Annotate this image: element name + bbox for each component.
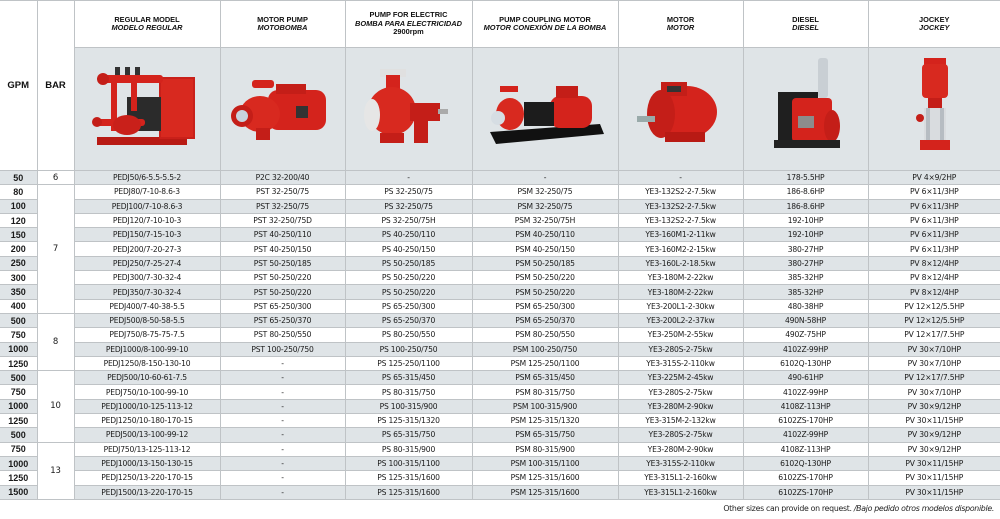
motor-cell: YE3-315S-2-110kw <box>618 356 743 370</box>
coupling-motor-cell: PSM 50-250/220 <box>472 285 618 299</box>
coupling-motor-cell: PSM 65-250/300 <box>472 299 618 313</box>
pump-electric-cell: PS 100-315/1100 <box>345 456 472 470</box>
pump-electric-cell: PS 40-250/110 <box>345 228 472 242</box>
motor-pump-cell: PST 32-250/75 <box>220 185 345 199</box>
gpm-cell: 750 <box>0 328 37 342</box>
motor-cell: YE3-315L1-2-160kw <box>618 485 743 499</box>
motor-pump-cell: - <box>220 356 345 370</box>
pump-electric-cell: PS 80-250/550 <box>345 328 472 342</box>
regular-model-cell: PEDJ1000/10-125-113-12 <box>74 399 220 413</box>
gpm-cell: 200 <box>0 242 37 256</box>
coupling-motor-cell: PSM 80-315/750 <box>472 385 618 399</box>
pump-coupling-motor-image <box>472 48 618 171</box>
pump-electric-cell: PS 125-250/1100 <box>345 356 472 370</box>
diesel-cell: 192-10HP <box>743 213 868 227</box>
gpm-cell: 150 <box>0 228 37 242</box>
regular-model-cell: PEDJ400/7-40-38-5.5 <box>74 299 220 313</box>
motor-pump-cell: PST 40-250/150 <box>220 242 345 256</box>
diesel-cell: 385-32HP <box>743 271 868 285</box>
gpm-cell: 500 <box>0 313 37 327</box>
pump-electric-cell: PS 32-250/75H <box>345 213 472 227</box>
jockey-cell: PV 12×17/7.5HP <box>868 328 1000 342</box>
motor-pump-cell: - <box>220 442 345 456</box>
pump-electric-cell: PS 100-250/750 <box>345 342 472 356</box>
jockey-cell: PV 8×12/4HP <box>868 256 1000 270</box>
header-diesel: DIESEL DIESEL <box>743 1 868 48</box>
motor-pump-cell: - <box>220 471 345 485</box>
diesel-cell: 490-61HP <box>743 371 868 385</box>
gpm-cell: 1250 <box>0 471 37 485</box>
jockey-cell: PV 30×9/12HP <box>868 442 1000 456</box>
motor-pump-cell: PST 32-250/75 <box>220 199 345 213</box>
diesel-cell: 6102Q-130HP <box>743 356 868 370</box>
table-row <box>0 185 1000 199</box>
jockey-cell: PV 30×7/10HP <box>868 342 1000 356</box>
table-row <box>0 171 1000 185</box>
bar-cell: 7 <box>37 185 74 314</box>
coupling-motor-cell: PSM 125-315/1600 <box>472 485 618 499</box>
coupling-motor-cell: PSM 125-250/1100 <box>472 356 618 370</box>
motor-cell: YE3-315L1-2-160kw <box>618 471 743 485</box>
regular-model-cell: PEDJ1500/13-220-170-15 <box>74 485 220 499</box>
gpm-cell: 500 <box>0 371 37 385</box>
table-row <box>0 428 1000 442</box>
motor-pump-cell: - <box>220 485 345 499</box>
pump-electric-cell: PS 50-250/220 <box>345 285 472 299</box>
diesel-cell: 4108Z-113HP <box>743 399 868 413</box>
regular-model-cell: PEDJ1250/8-150-130-10 <box>74 356 220 370</box>
motor-pump-cell: P2C 32-200/40 <box>220 171 345 185</box>
regular-model-cell: PEDJ120/7-10-10-3 <box>74 213 220 227</box>
gpm-cell: 300 <box>0 271 37 285</box>
pump-electric-cell: PS 125-315/1600 <box>345 485 472 499</box>
coupling-motor-cell: PSM 50-250/220 <box>472 271 618 285</box>
header-motor: MOTOR MOTOR <box>618 1 743 48</box>
table-row <box>0 199 1000 213</box>
motor-pump-cell: PST 50-250/185 <box>220 256 345 270</box>
diesel-cell: 4102Z-99HP <box>743 342 868 356</box>
coupling-motor-cell: PSM 32-250/75 <box>472 185 618 199</box>
bar-cell: 8 <box>37 313 74 370</box>
gpm-cell: 100 <box>0 199 37 213</box>
gpm-cell: 80 <box>0 185 37 199</box>
jockey-cell: PV 6×11/3HP <box>868 199 1000 213</box>
coupling-motor-cell: PSM 65-250/370 <box>472 313 618 327</box>
coupling-motor-cell: PSM 125-315/1320 <box>472 414 618 428</box>
jockey-cell: PV 4×9/2HP <box>868 171 1000 185</box>
regular-model-cell: PEDJ300/7-30-32-4 <box>74 271 220 285</box>
motor-cell: YE3-280S-2-75kw <box>618 385 743 399</box>
jockey-cell: PV 6×11/3HP <box>868 228 1000 242</box>
motor-cell: YE3-160M2-2-15kw <box>618 242 743 256</box>
footer-note-en: Other sizes can provide on request. <box>723 504 854 513</box>
diesel-cell: 6102ZS-170HP <box>743 471 868 485</box>
pump-electric-cell: PS 100-315/900 <box>345 399 472 413</box>
table-row <box>0 242 1000 256</box>
diesel-cell: 385-32HP <box>743 285 868 299</box>
jockey-cell: PV 6×11/3HP <box>868 213 1000 227</box>
motor-cell: YE3-132S2-2-7.5kw <box>618 185 743 199</box>
table-row <box>0 228 1000 242</box>
gpm-cell: 250 <box>0 256 37 270</box>
header-motor-pump: MOTOR PUMP MOTOBOMBA <box>220 1 345 48</box>
bar-cell: 6 <box>37 171 74 185</box>
diesel-cell: 192-10HP <box>743 228 868 242</box>
coupling-motor-cell: PSM 80-315/900 <box>472 442 618 456</box>
motor-pump-cell: PST 65-250/370 <box>220 313 345 327</box>
motor-pump-cell: - <box>220 414 345 428</box>
table-row <box>0 399 1000 413</box>
motor-cell: YE3-280S-2-75kw <box>618 342 743 356</box>
gpm-cell: 750 <box>0 442 37 456</box>
diesel-cell: 480-38HP <box>743 299 868 313</box>
table-row <box>0 456 1000 470</box>
motor-cell: YE3-280M-2-90kw <box>618 442 743 456</box>
regular-model-cell: PEDJ1250/10-180-170-15 <box>74 414 220 428</box>
header-jockey: JOCKEY JOCKEY <box>868 1 1000 48</box>
diesel-cell: 490Z-75HP <box>743 328 868 342</box>
gpm-cell: 1250 <box>0 356 37 370</box>
motor-pump-image <box>220 48 345 171</box>
gpm-cell: 350 <box>0 285 37 299</box>
jockey-cell: PV 6×11/3HP <box>868 185 1000 199</box>
pump-electric-cell: PS 125-315/1320 <box>345 414 472 428</box>
motor-pump-cell: - <box>220 428 345 442</box>
regular-model-cell: PEDJ500/10-60-61-7.5 <box>74 371 220 385</box>
coupling-motor-cell: PSM 40-250/150 <box>472 242 618 256</box>
pump-electric-cell: PS 80-315/750 <box>345 385 472 399</box>
table-row <box>0 213 1000 227</box>
diesel-cell: 178-5.5HP <box>743 171 868 185</box>
table-row <box>0 442 1000 456</box>
header-regular-model: REGULAR MODEL MODELO REGULAR <box>74 1 220 48</box>
bar-cell: 10 <box>37 371 74 442</box>
motor-cell: YE3-132S2-2-7.5kw <box>618 199 743 213</box>
diesel-cell: 6102Q-130HP <box>743 456 868 470</box>
gpm-cell: 1000 <box>0 342 37 356</box>
motor-cell: YE3-280M-2-90kw <box>618 399 743 413</box>
bar-cell: 13 <box>37 442 74 499</box>
regular-model-cell: PEDJ1250/13-220-170-15 <box>74 471 220 485</box>
regular-model-cell: PEDJ50/6-5.5-5.5-2 <box>74 171 220 185</box>
gpm-cell: 1000 <box>0 399 37 413</box>
motor-pump-cell: - <box>220 385 345 399</box>
jockey-cell: PV 12×12/5.5HP <box>868 313 1000 327</box>
motor-pump-cell: PST 65-250/300 <box>220 299 345 313</box>
electric-motor-image <box>618 48 743 171</box>
regular-model-cell: PEDJ750/8-75-75-7.5 <box>74 328 220 342</box>
gpm-cell: 750 <box>0 385 37 399</box>
diesel-cell: 4102Z-99HP <box>743 428 868 442</box>
jockey-cell: PV 8×12/4HP <box>868 285 1000 299</box>
pump-electric-cell: PS 40-250/150 <box>345 242 472 256</box>
coupling-motor-cell: PSM 32-250/75 <box>472 199 618 213</box>
footer-note <box>723 504 994 513</box>
diesel-cell: 380-27HP <box>743 256 868 270</box>
gpm-header: GPM <box>0 1 37 171</box>
gpm-cell: 50 <box>0 171 37 185</box>
table-row <box>0 485 1000 499</box>
regular-model-cell: PEDJ150/7-15-10-3 <box>74 228 220 242</box>
coupling-motor-cell: PSM 40-250/110 <box>472 228 618 242</box>
fire-pump-set-image <box>74 48 220 171</box>
motor-cell: YE3-132S2-2-7.5kw <box>618 213 743 227</box>
coupling-motor-cell: PSM 50-250/185 <box>472 256 618 270</box>
jockey-cell: PV 30×11/15HP <box>868 456 1000 470</box>
regular-model-cell: PEDJ500/8-50-58-5.5 <box>74 313 220 327</box>
gpm-cell: 1250 <box>0 414 37 428</box>
coupling-motor-cell: PSM 100-315/1100 <box>472 456 618 470</box>
pump-electric-cell: PS 65-250/300 <box>345 299 472 313</box>
regular-model-cell: PEDJ500/13-100-99-12 <box>74 428 220 442</box>
jockey-cell: PV 12×12/5.5HP <box>868 299 1000 313</box>
coupling-motor-cell: PSM 65-315/750 <box>472 428 618 442</box>
jockey-cell: PV 30×11/15HP <box>868 414 1000 428</box>
motor-cell: YE3-160L-2-18.5kw <box>618 256 743 270</box>
header-pump-for-electric: PUMP FOR ELECTRIC BOMBA PARA ELECTRICIDAD 2900rpm <box>345 1 472 48</box>
pump-electric-cell: - <box>345 171 472 185</box>
motor-pump-cell: PST 100-250/750 <box>220 342 345 356</box>
table-row <box>0 371 1000 385</box>
motor-pump-cell: PST 32-250/75D <box>220 213 345 227</box>
header-pump-coupling-motor: PUMP COUPLING MOTOR MOTOR CONEXIÓN DE LA BOMBA <box>472 1 618 48</box>
gpm-cell: 1000 <box>0 456 37 470</box>
bar-header: BAR <box>37 1 74 171</box>
regular-model-cell: PEDJ750/10-100-99-10 <box>74 385 220 399</box>
pump-electric-cell: PS 50-250/220 <box>345 271 472 285</box>
motor-pump-cell: - <box>220 371 345 385</box>
motor-cell: YE3-180M-2-22kw <box>618 285 743 299</box>
jockey-cell: PV 12×17/7.5HP <box>868 371 1000 385</box>
table-row <box>0 356 1000 370</box>
regular-model-cell: PEDJ350/7-30-32-4 <box>74 285 220 299</box>
gpm-cell: 1500 <box>0 485 37 499</box>
coupling-motor-cell: PSM 80-250/550 <box>472 328 618 342</box>
motor-cell: YE3-250M-2-55kw <box>618 328 743 342</box>
diesel-engine-image <box>743 48 868 171</box>
gpm-cell: 120 <box>0 213 37 227</box>
pump-electric-cell: PS 65-250/370 <box>345 313 472 327</box>
jockey-cell: PV 30×7/10HP <box>868 356 1000 370</box>
jockey-cell: PV 30×9/12HP <box>868 428 1000 442</box>
motor-cell: YE3-160M1-2-11kw <box>618 228 743 242</box>
motor-pump-cell: PST 80-250/550 <box>220 328 345 342</box>
diesel-cell: 490N-58HP <box>743 313 868 327</box>
jockey-cell: PV 6×11/3HP <box>868 242 1000 256</box>
coupling-motor-cell: PSM 65-315/450 <box>472 371 618 385</box>
motor-cell: YE3-180M-2-22kw <box>618 271 743 285</box>
diesel-cell: 6102ZS-170HP <box>743 414 868 428</box>
motor-cell: YE3-280S-2-75kw <box>618 428 743 442</box>
motor-cell: - <box>618 171 743 185</box>
table-row <box>0 256 1000 270</box>
regular-model-cell: PEDJ200/7-20-27-3 <box>74 242 220 256</box>
jockey-cell: PV 30×7/10HP <box>868 385 1000 399</box>
regular-model-cell: PEDJ250/7-25-27-4 <box>74 256 220 270</box>
diesel-cell: 6102ZS-170HP <box>743 485 868 499</box>
pump-electric-cell: PS 50-250/185 <box>345 256 472 270</box>
table-row <box>0 471 1000 485</box>
jockey-cell: PV 8×12/4HP <box>868 271 1000 285</box>
pump-electric-cell: PS 65-315/450 <box>345 371 472 385</box>
motor-pump-cell: PST 40-250/110 <box>220 228 345 242</box>
motor-pump-cell: PST 50-250/220 <box>220 285 345 299</box>
gpm-cell: 500 <box>0 428 37 442</box>
motor-pump-cell: - <box>220 399 345 413</box>
regular-model-cell: PEDJ750/13-125-113-12 <box>74 442 220 456</box>
diesel-cell: 4108Z-113HP <box>743 442 868 456</box>
motor-cell: YE3-315S-2-110kw <box>618 456 743 470</box>
jockey-pump-image <box>868 48 1000 171</box>
coupling-motor-cell: PSM 100-250/750 <box>472 342 618 356</box>
end-suction-pump-image <box>345 48 472 171</box>
regular-model-cell: PEDJ80/7-10-8.6-3 <box>74 185 220 199</box>
motor-pump-cell: - <box>220 456 345 470</box>
pump-electric-cell: PS 32-250/75 <box>345 199 472 213</box>
coupling-motor-cell: PSM 32-250/75H <box>472 213 618 227</box>
table-row <box>0 271 1000 285</box>
table-row <box>0 328 1000 342</box>
motor-pump-cell: PST 50-250/220 <box>220 271 345 285</box>
jockey-cell: PV 30×11/15HP <box>868 471 1000 485</box>
regular-model-cell: PEDJ1000/13-150-130-15 <box>74 456 220 470</box>
table-row <box>0 285 1000 299</box>
footer-note-es: /Bajo pedido otros modelos disponible. <box>853 504 994 513</box>
pump-electric-cell: PS 80-315/900 <box>345 442 472 456</box>
table-row <box>0 342 1000 356</box>
coupling-motor-cell: - <box>472 171 618 185</box>
diesel-cell: 186-8.6HP <box>743 199 868 213</box>
diesel-cell: 186-8.6HP <box>743 185 868 199</box>
pump-electric-cell: PS 32-250/75 <box>345 185 472 199</box>
motor-cell: YE3-200L1-2-30kw <box>618 299 743 313</box>
regular-model-cell: PEDJ100/7-10-8.6-3 <box>74 199 220 213</box>
table-row <box>0 414 1000 428</box>
pump-electric-cell: PS 125-315/1600 <box>345 471 472 485</box>
table-row <box>0 299 1000 313</box>
table-row <box>0 313 1000 327</box>
diesel-cell: 380-27HP <box>743 242 868 256</box>
jockey-cell: PV 30×11/15HP <box>868 485 1000 499</box>
coupling-motor-cell: PSM 125-315/1600 <box>472 471 618 485</box>
jockey-cell: PV 30×9/12HP <box>868 399 1000 413</box>
regular-model-cell: PEDJ1000/8-100-99-10 <box>74 342 220 356</box>
motor-cell: YE3-315M-2-132kw <box>618 414 743 428</box>
coupling-motor-cell: PSM 100-315/900 <box>472 399 618 413</box>
motor-cell: YE3-225M-2-45kw <box>618 371 743 385</box>
diesel-cell: 4102Z-99HP <box>743 385 868 399</box>
table-row <box>0 385 1000 399</box>
motor-cell: YE3-200L2-2-37kw <box>618 313 743 327</box>
gpm-cell: 400 <box>0 299 37 313</box>
pump-electric-cell: PS 65-315/750 <box>345 428 472 442</box>
